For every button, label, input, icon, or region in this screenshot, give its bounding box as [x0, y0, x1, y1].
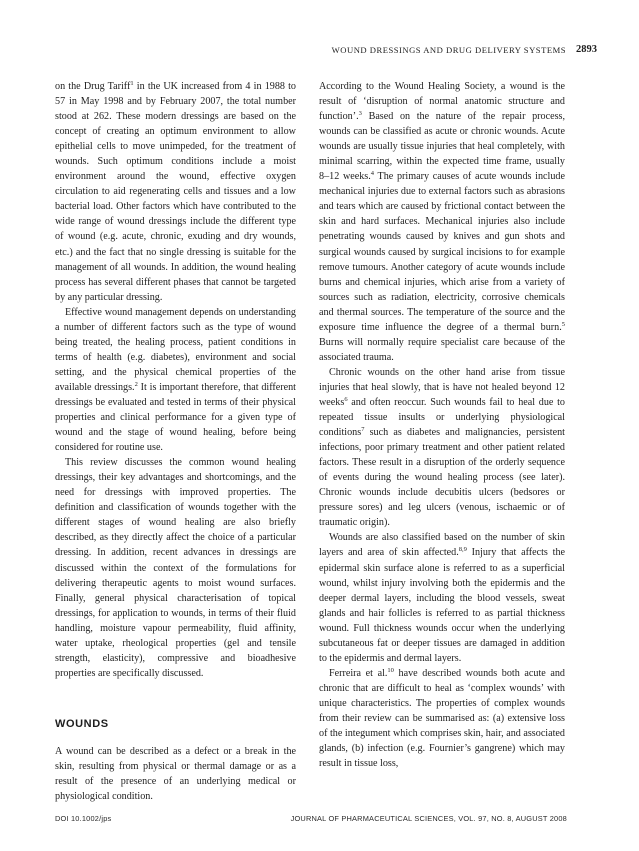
citation-ref[interactable]: 4 [370, 170, 375, 178]
paragraph: This review discusses the common wound healing dressings, their key advantages and shortcomings, and the need for dressings with improved properties. The definition and classification of wounds together with the different stages of wound healing are also briefly described, as they directly affect the choice of a particular dressing. In addition, recent advances in dressings are discussed within the context of the formulations for delivering therapeutic agents to moist wound surfaces. Finally, general physical characterisation of topical dressings, for application to wounds, in terms of their fluid handling, moisture vapour permeability, fluid affinity, water uptake, rheological properties (gel and tensile strength, elasticity), compressive and bioadhesive properties are specifically discussed. [55, 457, 296, 679]
running-title: WOUND DRESSINGS AND DRUG DELIVERY SYSTEMS [331, 45, 566, 55]
citation-ref[interactable]: 5 [561, 320, 565, 328]
right-column [319, 79, 565, 771]
paragraph: Effective wound management depends on understanding a number of different factors such as the type of wound being treated, the healing process, patient conditions in terms of health (e.g. diabetes), environment and social setting, and the physical chemical properties of the available dressings.$^2$ It is important therefore, that different dressings be evaluated and tested in terms of their physical properties and clinical performance for a given type of wound and the stage of wound healing, before being considered for routine use. [55, 306, 296, 454]
citation-ref[interactable]: 10 [387, 666, 394, 674]
paragraph: A wound can be described as a defect or a break in the skin, resulting from physical or thermal damage or as a result of the presence of an underlying medical or physiological condition. [55, 745, 296, 803]
citation-ref[interactable]: 1 [130, 80, 134, 87]
paragraph: Wounds are also classified based on the number of skin layers and area of skin affected.$^{8,9}$ Injury that affects the epidermal skin surface alone is referred to as a superficial wound, whilst injury involving both the epidermis and the deeper dermal layers, including the blood vessels, sweat glands and hair follicles is referred to as partial thickness wound. Full thickness wounds occur when the underlying subcutaneous fat or deeper tissues are damaged in addition to the epidermis and dermal layers. [319, 532, 566, 664]
paragraph: According to the Wound Healing Society, a wound is the result of ‘disruption of normal anatomic structure and function’.$^3$ Based on the nature of the repair process, wounds can be classified as acute or chronic wounds. Acute wounds are usually tissue injuries that heal completely, with minimal scarring, within the expected time frame, usually 8–12 weeks.$^4$ The primary causes of acute wounds include mechanical injuries due to external factors such as abrasions and tears which are caused by frictional contact between the skin and hard surfaces. Mechanical injuries also include penetrating wounds caused by knives and gun shots and surgical wounds caused by surgical incisions to for example remove tumours. Another category of acute wounds include burns and chemical injuries, which arise from a variety of sources such as radiation, electricity, corrosive chemicals and thermal sources. The temperature of the source and the exposure time influence the degree of a thermal burn.$^5$ Burns will normally require specialist care because of the associated trauma. [319, 81, 565, 363]
page-number: 2893 [576, 44, 597, 55]
citation-ref[interactable]: 7 [361, 426, 365, 434]
paragraph: Ferreira et al.$^{10}$ have described wounds both acute and chronic that are difficult to heal as ‘complex wounds’ with unique characteristics. The properties of complex wounds from their review can be summarised as: (a) extensive loss of the integument which comprises skin, hair, and associated glands, (b) infection (e.g. Fournier’s gangrene) which may result in tissue loss, [319, 666, 565, 770]
running-head [0, 45, 639, 59]
footer-doi[interactable]: DOI 10.1002/jps [55, 814, 112, 823]
citation-ref[interactable]: 8,9 [458, 546, 467, 554]
citation-ref[interactable]: 2 [134, 380, 138, 388]
section-heading-wounds: WOUNDS [55, 717, 109, 730]
left-column [55, 79, 296, 804]
footer-journal: JOURNAL OF PHARMACEUTICAL SCIENCES, VOL. 97, NO. 8, AUGUST 2008 [290, 814, 567, 823]
citation-ref[interactable]: 3 [358, 110, 362, 118]
citation-ref[interactable]: 6 [344, 395, 348, 403]
paragraph: on the Drug Tariff$^1$ in the UK increased from 4 in 1988 to 57 in May 1998 and by February 2007, the total number stood at 262. These modern dressings are based on the concept of creating an optimum environment to allow epithelial cells to move unimpeded, for the treatment of wounds. Such optimum conditions include a moist environment around the wound, effective oxygen circulation to aid regenerating cells and tissues and a low bacterial load. Other factors which have contributed to the wide range of wound dressings include the different type of wound (e.g. acute, chronic, exuding and dry wounds, etc.) and the fact that no single dressing is suitable for the management of all wounds. In addition, the wound healing process has several different phases that cannot be targeted by any particular dressing. [55, 80, 296, 303]
paragraph: Chronic wounds on the other hand arise from tissue injuries that heal slowly, that is have not healed beyond 12 weeks$^6$ and often reoccur. Such wounds fail to heal due to repeated tissue insults or underlying physiological conditions$^7$ such as diabetes and malignancies, persistent infections, poor primary treatment and other patient related factors. These result in a disruption of the orderly sequence of events during the wound healing process (see later). Chronic wounds include decubitis ulcers (bedsores or pressure sores) and leg ulcers (venous, ischaemic or of traumatic origin). [319, 366, 565, 529]
